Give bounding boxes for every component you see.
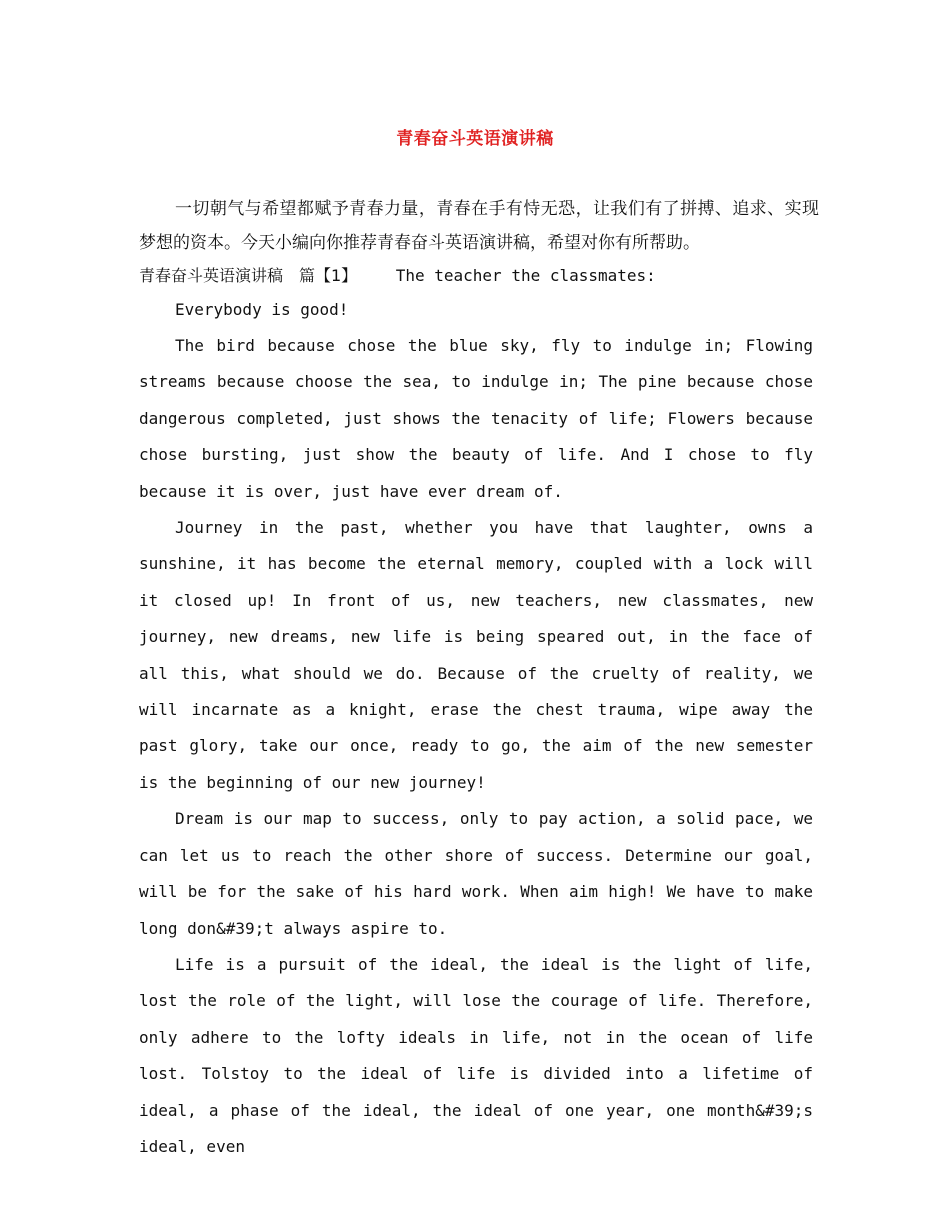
- section-heading-en: The teacher the classmates:: [395, 266, 656, 285]
- document-title: 青春奋斗英语演讲稿: [396, 129, 554, 149]
- speech-body: [139, 296, 813, 1165]
- paragraph-3: Dream is our map to success, only to pay action, a solid pace, we can let us to reach the other shore of success. Determine our goal, will be for the sake of his hard work. When aim high! We have to make long don&#39;t always aspire to.: [139, 809, 813, 938]
- paragraph-2: Journey in the past, whether you have that laughter, owns a sunshine, it has become the eternal memory, coupled with a lock will it closed up! In front of us, new teachers, new classmates, new journey, new dreams, new life is being speared out, in the face of all this, what should we do. Because of the cruelty of reality, we will incarnate as a knight, erase the chest trauma, wipe away the past glory, take our once, ready to go, the aim of the new semester is the beginning of our new journey!: [139, 518, 813, 792]
- section-heading-cn: 青春奋斗英语演讲稿 篇【1】: [139, 266, 358, 285]
- section-heading: [139, 264, 656, 288]
- paragraph-4: Life is a pursuit of the ideal, the ideal is the light of life, lost the role of the light, will lose the courage of life. Therefore, only adhere to the lofty ideals in life, not in the ocean of life lost. Tolstoy to the ideal of life is divided into a lifetime of ideal, a phase of the ideal, the ideal of one year, one month&#39;s ideal, even: [139, 954, 813, 1156]
- greeting: Everybody is good!: [175, 300, 349, 319]
- intro-paragraph: 一切朝气与希望都赋予青春力量，青春在手有恃无恐，让我们有了拼搏、追求、实现梦想的资本。今天小编向你推荐青春奋斗英语演讲稿，希望对你有所帮助。: [139, 199, 819, 253]
- paragraph-1: The bird because chose the blue sky, fly to indulge in; Flowing streams because choose the sea, to indulge in; The pine because chose dangerous completed, just shows the tenacity of life; Flowers because chose bursting, just show the beauty of life. And I chose to fly because it is over, just have ever dream of.: [139, 336, 813, 501]
